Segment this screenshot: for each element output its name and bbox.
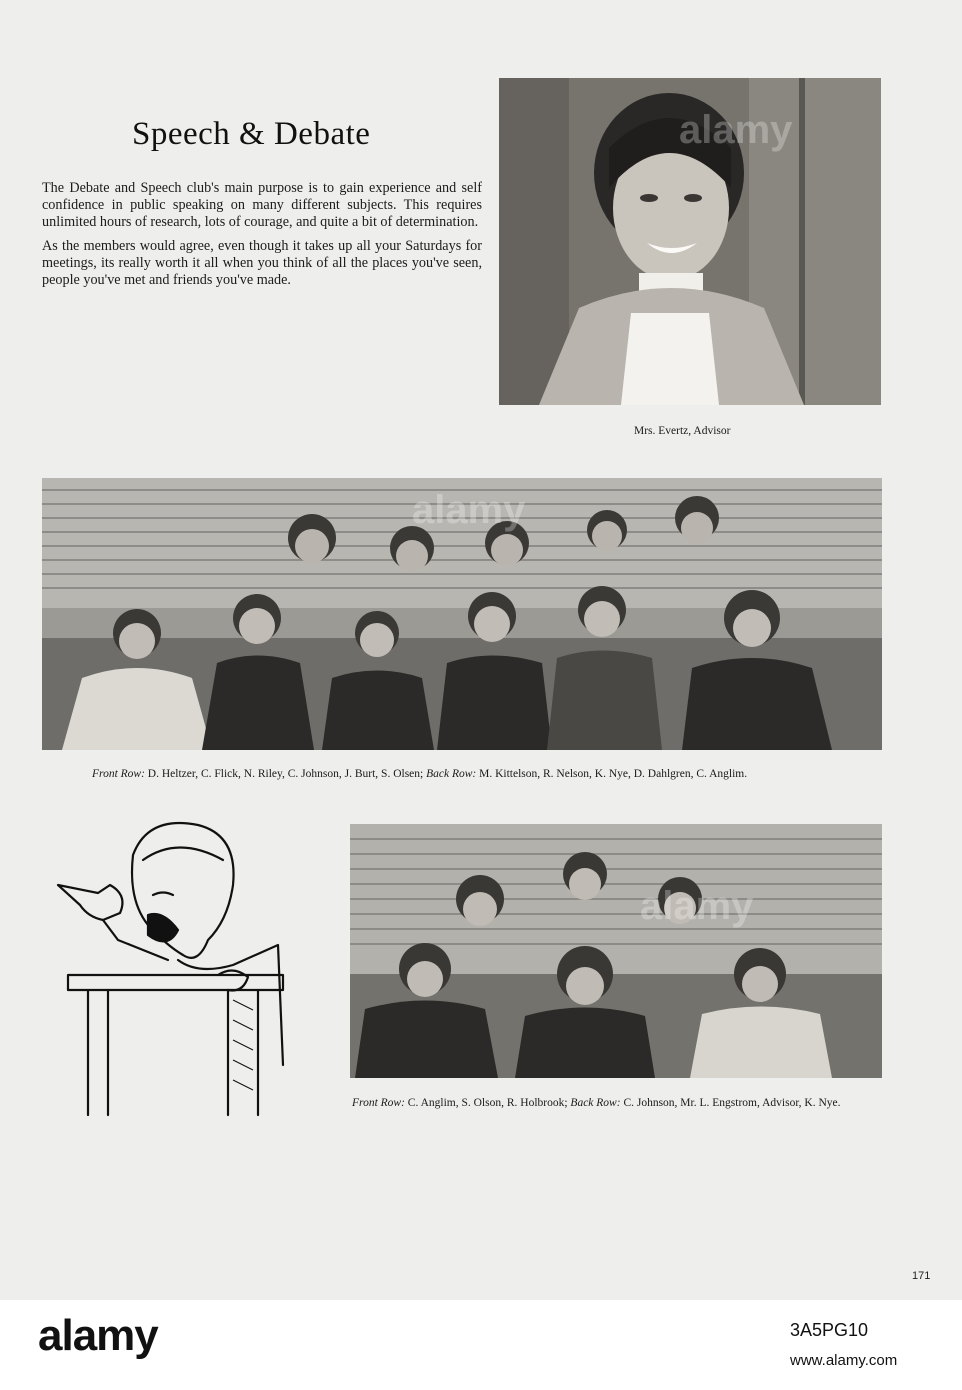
back-row-label: Back Row:: [570, 1097, 621, 1109]
watermark: alamy: [640, 884, 754, 928]
intro-paragraph-1: The Debate and Speech club's main purpose is to gain experience and self confidence in public speaking on many different subjects. This requires unlimited hours of research, lots of courage, and quite a bit of determination.: [42, 180, 482, 231]
group-photo-2: [350, 824, 882, 1078]
watermark: alamy: [679, 108, 793, 152]
front-row-names: C. Anglim, S. Olson, R. Holbrook;: [404, 1097, 571, 1109]
group-photo-1: [42, 478, 882, 750]
group-photo-1-caption: [92, 767, 852, 781]
image-id: 3A5PG10: [790, 1320, 869, 1340]
alamy-logo: alamy: [38, 1311, 158, 1360]
front-row-label: Front Row:: [92, 768, 145, 780]
front-row-names: D. Heltzer, C. Flick, N. Riley, C. Johnson, J. Burt, S. Olsen;: [144, 768, 427, 780]
back-row-names: M. Kittelson, R. Nelson, K. Nye, D. Dahlgren, C. Anglim.: [476, 768, 748, 780]
watermark: alamy: [412, 488, 526, 532]
intro-text: [42, 180, 482, 295]
front-row-label: Front Row:: [352, 1097, 405, 1109]
advisor-caption: Mrs. Evertz, Advisor: [634, 425, 731, 437]
page-title: Speech & Debate: [132, 116, 371, 152]
back-row-names: C. Johnson, Mr. L. Engstrom, Advisor, K. Nye.: [620, 1097, 841, 1109]
debater-cartoon: [48, 815, 293, 1130]
group-photo-2-caption: [352, 1096, 884, 1110]
page-number: 171: [912, 1270, 931, 1282]
intro-paragraph-2: As the members would agree, even though it takes up all your Saturdays for meetings, its really worth it all when you think of all the places you've seen, people you've met and friends you've made.: [42, 237, 482, 289]
back-row-label: Back Row:: [426, 768, 477, 780]
stock-url: www.alamy.com: [790, 1352, 898, 1369]
advisor-photo: [499, 78, 881, 405]
